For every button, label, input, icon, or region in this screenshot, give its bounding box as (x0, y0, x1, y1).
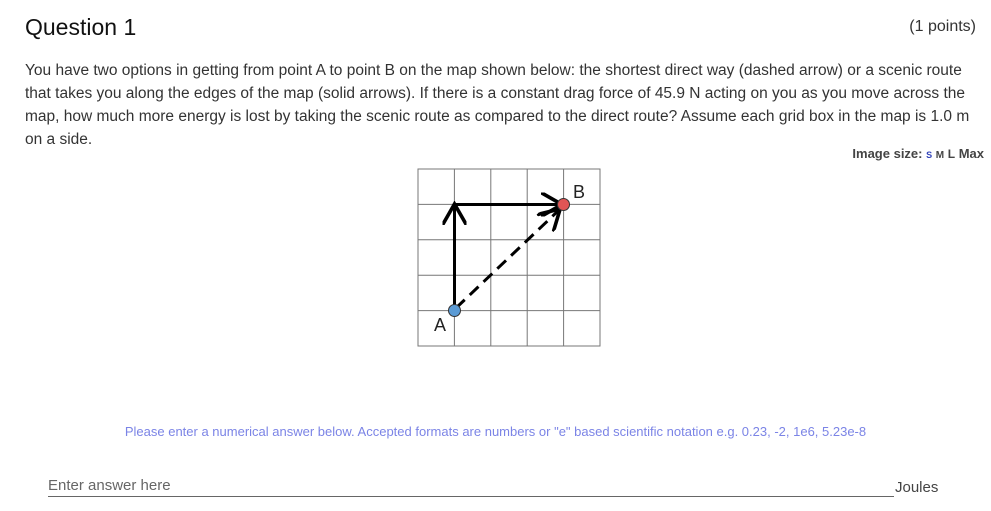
question-points: (1 points) (909, 18, 976, 35)
image-size-control (852, 146, 984, 161)
question-text: You have two options in getting from point A to point B on the map shown below: the shortest direct way (dashed arrow) or a scenic route that takes you along the edges of the map (solid arrows). If there is a constant drag force of 45.9 N acting on you as you move across the map, how much more energy is lost by taking the scenic route as compared to the direct route? Assume each grid box in the map is 1.0 m on a side. (25, 62, 970, 148)
answer-format-hint: Please enter a numerical answer below. Accepted formats are numbers or "e" based scientific notation e.g. 0.23, -2, 1e6, 5.23e-8 (124, 424, 867, 439)
image-size-option-m[interactable]: M (935, 150, 945, 161)
route-map (408, 160, 608, 350)
question-title: Question 1 (25, 14, 137, 40)
point-a-marker (449, 305, 461, 317)
point-b-label: B (573, 182, 586, 202)
image-size-option-s[interactable]: S (926, 150, 933, 160)
point-a-label: A (434, 315, 447, 335)
image-size-label: Image size: (852, 146, 923, 161)
image-size-option-max[interactable]: Max (958, 146, 984, 161)
direct-route-dashed-arrow (456, 211, 558, 308)
point-b-marker (558, 199, 570, 211)
image-size-option-l[interactable]: L (947, 147, 956, 161)
answer-input[interactable] (48, 474, 894, 497)
answer-units: Joules (895, 479, 939, 496)
